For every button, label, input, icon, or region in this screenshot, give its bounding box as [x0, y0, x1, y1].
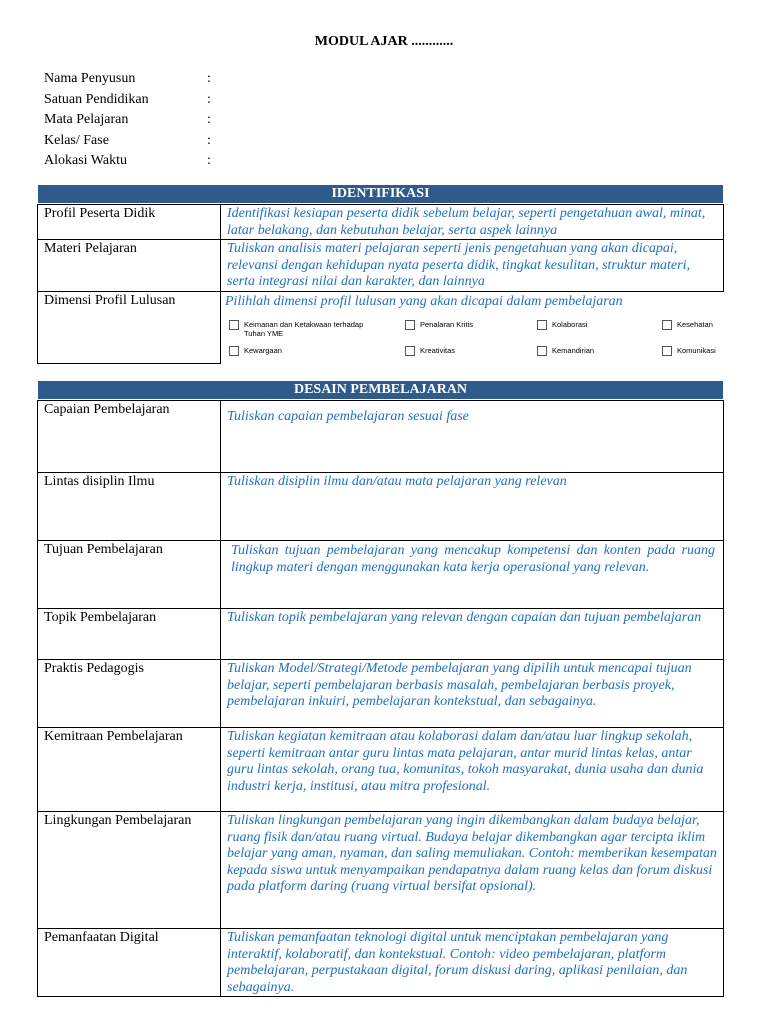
checkbox-box[interactable]: [405, 320, 415, 330]
meta-row-mata-pelajaran: [44, 111, 211, 132]
meta-label: Alokasi Waktu: [44, 153, 127, 168]
row-label-tujuan: Tujuan Pembelajaran: [38, 541, 221, 609]
checkbox-label: Kolaborasi: [552, 319, 588, 329]
row-value-lingkungan[interactable]: Tuliskan lingkungan pembelajaran yang ingin dikembangkan dalam budaya belajar, ruang fisik dan/atau ruang virtual. Budaya belajar dikembangkan agar tercipta iklim belajar yang aman, nyaman, dan saling memuliakan. Contoh: memberikan kesempatan kepada siswa untuk menyampaikan pendapatnya dalam ruang kelas dan forum diskusi pada platform daring (ruang virtual bersifat opsional).: [221, 812, 724, 929]
document-title: MODUL AJAR ............: [314, 34, 454, 49]
checkbox-label: Keimanan dan Ketakwaan terhadap Tuhan YME: [244, 319, 364, 338]
row-value-lintas-disiplin[interactable]: Tuliskan disiplin ilmu dan/atau mata pelajaran yang relevan: [221, 473, 724, 541]
checkbox-label: Kewargaan: [244, 345, 282, 355]
checkbox-kolaborasi[interactable]: [537, 320, 587, 330]
checkbox-kreativitas[interactable]: [405, 346, 455, 356]
table-row: [38, 205, 724, 240]
table-row: [38, 660, 724, 728]
row-label-profil-peserta-didik: Profil Peserta Didik: [38, 205, 221, 240]
row-label-capaian: Capaian Pembelajaran: [38, 401, 221, 473]
table-row: [38, 609, 724, 660]
meta-label: Nama Penyusun: [44, 71, 136, 86]
identifikasi-table: [37, 204, 724, 364]
meta-colon: :: [207, 153, 211, 168]
row-value-tujuan[interactable]: Tuliskan tujuan pembelajaran yang mencakup kompetensi dan konten pada ruang lingkup materi dengan menggunakan kata kerja operasional yang relevan.: [221, 541, 724, 609]
checkbox-box[interactable]: [229, 320, 239, 330]
row-value-materi-pelajaran[interactable]: Tuliskan analisis materi pelajaran seperti jenis pengetahuan yang akan dicapai, relevansi dengan kehidupan nyata peserta didik, tingkat kesulitan, struktur materi, serta integrasi nilai dan karakter, dan lainnya: [221, 240, 724, 292]
desain-table: [37, 400, 724, 997]
meta-row-kelas-fase: [44, 132, 211, 153]
table-row: [38, 240, 724, 292]
meta-colon: :: [207, 112, 211, 127]
checkbox-box[interactable]: [662, 346, 672, 356]
desain-header: DESAIN PEMBELAJARAN: [38, 381, 723, 399]
checkbox-box[interactable]: [537, 320, 547, 330]
meta-label: Kelas/ Fase: [44, 132, 109, 148]
row-value-praktis-pedagogis[interactable]: Tuliskan Model/Strategi/Metode pembelajaran yang dipilih untuk mencapai tujuan belajar, seperti pembelajaran berbasis masalah, pembelajaran berbasis proyek, pembelajaran inkuiri, pembelajaran kontekstual, dan sebagainya.: [221, 660, 724, 728]
row-value-capaian[interactable]: Tuliskan capaian pembelajaran sesuai fase: [221, 401, 724, 473]
identifikasi-header: IDENTIFIKASI: [38, 185, 723, 203]
table-row: [38, 812, 724, 929]
meta-colon: :: [207, 71, 211, 86]
checkbox-label: Kemandirian: [552, 345, 595, 355]
checkbox-label: Komunikasi: [677, 345, 716, 355]
row-label-materi-pelajaran: Materi Pelajaran: [38, 240, 221, 292]
checkbox-box[interactable]: [537, 346, 547, 356]
row-label-lintas-disiplin: Lintas disiplin Ilmu: [38, 473, 221, 541]
checkbox-box[interactable]: [229, 346, 239, 356]
meta-fields: [44, 70, 211, 173]
table-row: [38, 401, 724, 473]
row-label-dimensi-profil-lulusan: Dimensi Profil Lulusan: [38, 291, 221, 363]
table-row: [38, 473, 724, 541]
checkbox-box[interactable]: [662, 320, 672, 330]
meta-colon: :: [207, 132, 211, 148]
dimensi-checkbox-grid: [221, 310, 724, 362]
row-label-praktis-pedagogis: Praktis Pedagogis: [38, 660, 221, 728]
checkbox-label: Penalaran Kritis: [420, 319, 473, 329]
checkbox-komunikasi[interactable]: [662, 346, 716, 356]
table-row: [38, 728, 724, 812]
row-value-profil-peserta-didik[interactable]: Identifikasi kesiapan peserta didik sebelum belajar, seperti pengetahuan awal, minat, latar belakang, dan kebutuhan belajar, serta aspek lainnya: [221, 205, 724, 240]
row-label-topik: Topik Pembelajaran: [38, 609, 221, 660]
meta-label: Satuan Pendidikan: [44, 91, 149, 107]
meta-label: Mata Pelajaran: [44, 112, 129, 127]
row-label-pemanfaatan-digital: Pemanfaatan Digital: [38, 929, 221, 997]
meta-row-alokasi-waktu: [44, 152, 211, 173]
row-label-lingkungan: Lingkungan Pembelajaran: [38, 812, 221, 929]
checkbox-kemandirian[interactable]: [537, 346, 594, 356]
meta-row-satuan-pendidikan: [44, 91, 211, 112]
row-label-kemitraan: Kemitraan Pembelajaran: [38, 728, 221, 812]
table-row: [38, 291, 724, 363]
checkbox-keimanan[interactable]: [229, 320, 384, 338]
checkbox-kewargaan[interactable]: [229, 346, 282, 356]
table-row: [38, 541, 724, 609]
dimensi-instruction: Pilihlah dimensi profil lulusan yang akan dicapai dalam pembelajaran: [225, 293, 623, 309]
checkbox-kesehatan[interactable]: [662, 320, 713, 330]
checkbox-label: Kreativitas: [420, 345, 456, 355]
checkbox-label: Kesehatan: [677, 319, 713, 329]
row-value-pemanfaatan-digital[interactable]: Tuliskan pemanfaatan teknologi digital untuk menciptakan pembelajaran yang interaktif, kolaboratif, dan kontekstual. Contoh: video pembelajaran, platform pembelajaran, perpustakaan digital, forum diskusi daring, aplikasi penilaian, dan sebagainya.: [221, 929, 724, 997]
checkbox-box[interactable]: [405, 346, 415, 356]
row-value-dimensi-profil-lulusan: [221, 291, 724, 363]
meta-row-nama-penyusun: [44, 70, 211, 91]
meta-colon: :: [207, 91, 211, 107]
row-value-kemitraan[interactable]: Tuliskan kegiatan kemitraan atau kolaborasi dalam dan/atau luar lingkup sekolah, seperti kemitraan antar guru lintas mata pelajaran, antar murid lintas kelas, antar guru lintas sekolah, orang tua, komunitas, tokoh masyarakat, dunia usaha dan dunia industri kerja, institusi, atau mitra profesional.: [221, 728, 724, 812]
table-row: [38, 929, 724, 997]
row-value-topik[interactable]: Tuliskan topik pembelajaran yang relevan dengan capaian dan tujuan pembelajaran: [221, 609, 724, 660]
checkbox-penalaran-kritis[interactable]: [405, 320, 473, 330]
